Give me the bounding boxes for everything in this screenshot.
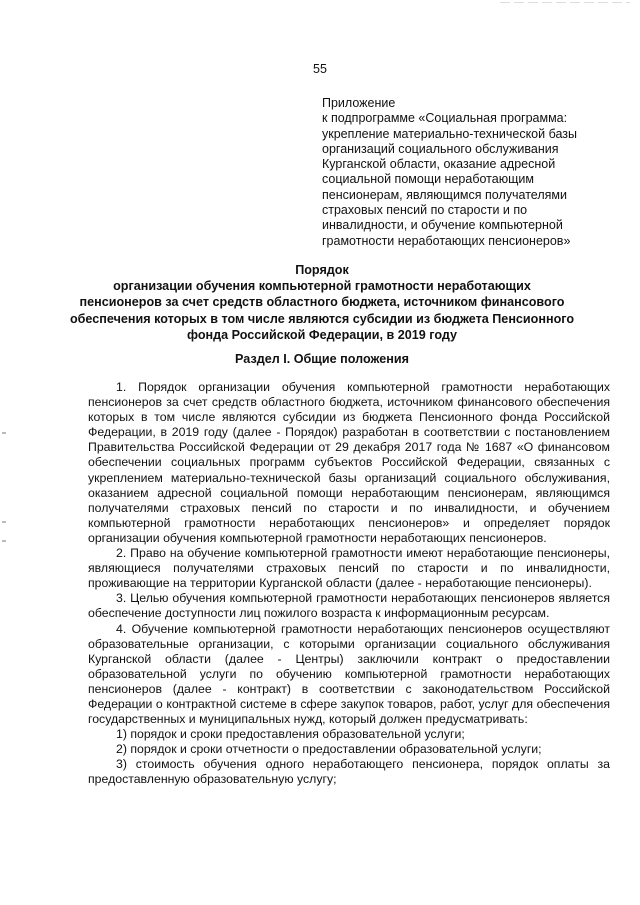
- page-number: 55: [313, 62, 327, 76]
- document-title: [58, 262, 586, 343]
- paragraph: 2. Право на обучение компьютерной грамотности имеют неработающие пенсионеры, являющиеся получателями страховых пенсий по старости и по инвалидности, проживающие на территории Курганской области (далее - неработающие пенсионеры).: [88, 546, 610, 591]
- title-line: обеспечения которых в том числе являются субсидии из бюджета Пенсионного: [69, 311, 575, 326]
- document-body: [88, 380, 610, 788]
- list-item: 1) порядок и сроки предоставления образовательной услуги;: [116, 727, 465, 742]
- title-line: фонда Российской Федерации, в 2019 году: [186, 327, 457, 342]
- scan-artifact: [500, 2, 630, 3]
- appendix-line: социальной помощи неработающим: [322, 172, 534, 187]
- appendix-line: грамотности неработающих пенсионеров»: [322, 233, 571, 248]
- appendix-line: страховых пенсий по старости и по: [322, 203, 528, 218]
- appendix-line: Приложение: [322, 96, 396, 110]
- appendix-line: инвалидности, и обучение компьютерной: [322, 218, 563, 233]
- appendix-line: Курганской области, оказание адресной: [322, 157, 556, 172]
- title-line: организации обучения компьютерной грамотности неработающих: [113, 279, 531, 294]
- scan-artifact: [2, 521, 6, 523]
- paragraph: 1. Порядок организации обучения компьютерной грамотности неработающих пенсионеров за счет средств областного бюджета, источником финансового обеспечения которых в том числе являются субсидии из бюджета Пенсионного фонда Российской Федерации, в 2019 году (далее - Порядок) разработан в соответствии с постановлением Правительства Российской Федерации от 29 декабря 2017 года № 1687 «О финансовом обеспечении социальных программ субъектов Российской Федерации, связанных с укреплением материально-технической базы организаций социального обслуживания, оказанием адресной социальной помощи неработающим пенсионерам, являющимся получателями страховых пенсий по старости и по инвалидности, и обучением компьютерной грамотности неработающих пенсионеров» и определяет порядок организации обучения компьютерной грамотности неработающих пенсионеров.: [88, 380, 610, 545]
- scan-artifact: [2, 540, 6, 542]
- title-line: Порядок: [295, 263, 349, 277]
- scan-artifact: [2, 432, 6, 434]
- appendix-line: организаций социального обслуживания: [322, 141, 559, 156]
- appendix-line: укрепление материально-технической базы: [322, 126, 577, 141]
- appendix-note: [322, 96, 602, 249]
- title-line: пенсионеров за счет средств областного бюджета, источником финансового: [79, 295, 565, 310]
- section-heading: Раздел I. Общие положения: [235, 352, 409, 366]
- paragraph: 4. Обучение компьютерной грамотности неработающих пенсионеров осуществляют образовательные организации, с которыми организации социального обслуживания Курганской области (далее - Центры) заключили контракт о предоставлении образовательной услуги по обучению компьютерной грамотности неработающих пенсионеров (далее - контракт) в соответствии с законодательством Российской Федерации о контрактной системе в сфере закупок товаров, работ, услуг для обеспечения государственных и муниципальных нужд, который должен предусматривать:: [88, 621, 610, 727]
- paragraph: 3. Целью обучения компьютерной грамотности неработающих пенсионеров является обеспечение доступности лиц пожилого возраста к информационным ресурсам.: [88, 591, 610, 621]
- list-item: 3) стоимость обучения одного неработающего пенсионера, порядок оплаты за предоставленную образовательную услугу;: [88, 757, 610, 787]
- appendix-line: к подпрограмме «Социальная программа:: [322, 111, 568, 126]
- list-item: 2) порядок и сроки отчетности о предоставлении образовательной услуги;: [116, 742, 542, 757]
- appendix-line: пенсионерам, являющимся получателями: [322, 187, 567, 202]
